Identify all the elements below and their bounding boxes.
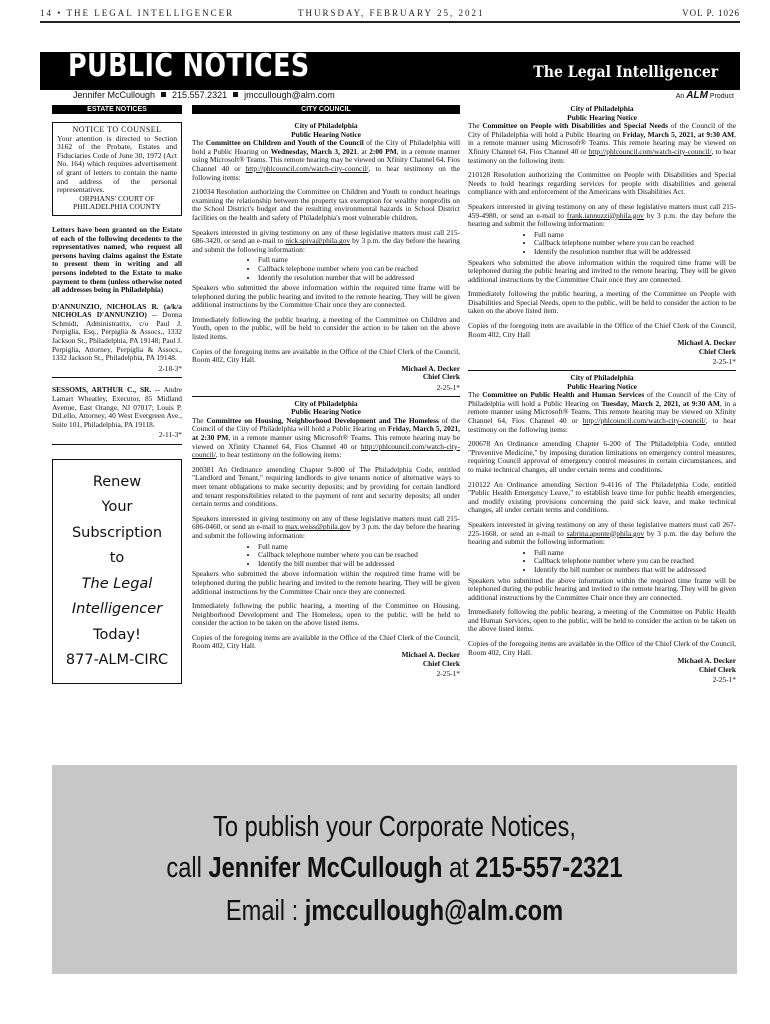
ad-email-line: Email : jmccullough@alm.com [225,895,564,927]
page-folio: 14 • THE LEGAL INTELLIGENCER [40,8,235,18]
box-body: Your attention is directed to Section 3162 of the Probate, Estates and Fiduciaries Code of June 30, 1972 (Act No. 164) which requires advertisement of grant of letters to contain the name and address of the personal representatives. [57,133,177,195]
corporate-notices-ad[interactable] [52,765,737,974]
council-video-link[interactable]: http://phlcouncil.com/watch-city-council/ [192,441,460,460]
estate-notices-column [52,105,182,684]
contact-email-link[interactable]: sabrina.aponte@phila.gov [566,528,645,538]
signature: Michael A. Decker [677,656,736,666]
divider [52,377,182,378]
bullet-square-icon [161,92,166,97]
ad-headline: To publish your Corporate Notices, [213,811,576,843]
contact-row [73,90,335,100]
box-title: NOTICE TO COUNSEL [72,125,162,134]
header-rule [40,21,740,23]
bullet-square-icon [233,92,238,97]
public-hearing-notice: City of Philadelphia Public Hearing Notice The Committee on Housing, Neighborhood Development and The Homeless of the Council of the City of Philadelphia will hold a Public Hearing on Friday, March 5, 2021, at 2:30 PM, in a remote manner using Microsoft® Teams. This remote hearing may be viewed on Xfinity Channel 64, Fios Channel 40 or http://phlcouncil.com/watch-city-council/, to hear testimony on the following items: 200381 An Ordinance amending Chapter 9-800 of The Philadelphia Code, entitled "Landlord and Tenant," requiring landlords to give tenants notice of alternative ways to meet tenant obligations to make security deposits; and by providing for certain landlord and tenant responsibilities related to the payment of rent and security deposits; all under certain terms and conditions. Speakers interested in giving testimony on any of these legislative matters must call 215-686-0460, or send an e-mail to max.weiss@phila.gov by 3 p.m. the day before the hearing and submit the following information: • Full name • Callback telephone number where you can be reached • Identify the bill number that will be addressed Speakers who submitted the above information within the required time frame will be telephoned during the public hearing and invited to the remote hearing. They will be given additional instructions by the Committee Chair once they are connected. Immediately following the public hearing, a meeting of the Committee on Housing, Neighborhood Development and The Homeless, open to the public, will be held to consider the action to be taken on the above listed items. Copies of the foregoing items are available in the Office of the Chief Clerk of the Council, Room 402, City Hall. Michael A. Decker Chief Clerk 2-25-1* [192,396,460,679]
subscription-phone: 877-ALM-CIRC [65,652,169,668]
alm-product-mark: An ALM Product [675,90,734,101]
column-heading: CITY COUNCIL [192,105,460,114]
required-info-list: • Full name • Callback telephone number where you can be reached • Identify the resolution number that will be addressed [468,231,736,257]
masthead-bar [40,48,740,90]
ad-email[interactable]: jmccullough@alm.com [304,895,564,927]
notice-date: 2-25-1* [712,675,736,685]
signature: Michael A. Decker [401,650,460,660]
alm-logo: ALM [686,90,708,101]
issue-date: THURSDAY, FEBRUARY 25, 2021 [298,8,485,18]
notice-to-counsel-box [52,122,182,216]
notice-date: 2-25-1* [436,669,460,679]
decedent-name: SESSOMS, ARTHUR C., SR. [52,385,152,395]
public-hearing-notice: City of Philadelphia Public Hearing Notice The Committee on Children and Youth of the Council of the City of Philadelphia will hold a Public Hearing on Wednesday, March 3, 2021, at 2:00 PM, in a remote manner using Microsoft® Teams. This remote hearing may be viewed on Xfinity Channel 64, Fios Channel 40 or http://phlcouncil.com/watch-city-council/, to hear testimony on the following items: 210034 Resolution authorizing the Committee on Children and Youth to conduct hearings examining the relationship between the property tax exemption for wealthy nonprofits on the School District's budget and the resulting environmental hazards in School District facilities on the health and safety of Philadelphia's most vulnerable children. Speakers interested in giving testimony on any of these legislative matters must call 215-686-3420, or send an e-mail to nick.spiva@phila.gov by 3 p.m. the day before the hearing and submit the following information: • Full name • Callback telephone number where you can be reached • Identify the resolution number that will be addressed Speakers who submitted the above information within the required time frame will be telephoned during the public hearing and invited to the remote hearing. They will be given additional instructions by the Committee Chair once they are connected. Immediately following the public hearing, a meeting of the Committee on Children and Youth, open to the public, will be held to consider the action to be taken on the above listed items. Copies of the foregoing items are available in the Office of the Chief Clerk of the Council, Room 402, City Hall. Michael A. Decker Chief Clerk 2-25-1* [192,122,460,393]
signature: Michael A. Decker [677,338,736,348]
contact-email-link[interactable]: frank.iannuzzi@phila.gov [566,210,644,220]
estate-entry: D'ANNUNZIO, NICHOLAS R. (a/k/a NICHOLAS D'ANNUNZIO) -- Donna Schmidt, Administratrix, c/o Paul J. Perpiglia, Esq., Perpiglia & Assocs., 1332 Jackson St., Philadelphia, PA 19148; Paul J. Perpiglia, Attorney, Perpiglia & Assocs., 1332 Jackson St., Philadelphia, PA 19148. 2-18-3* [52,301,182,373]
ad-phone: 215-557-2321 [475,852,623,884]
estate-entry: SESSOMS, ARTHUR C., SR. -- Andre Lamart Wheatley, Executor, 85 Midland Avenue, East Orange, NJ 07017; Louis P. DiLello, Attorney, 40 West Evergreen Ave., Suite 101, Philadelphia, PA 19118. 2-11-3* [52,385,182,440]
entry-date: 2-11-3* [158,430,182,440]
signature: Michael A. Decker [401,363,460,373]
column-heading: ESTATE NOTICES [52,105,182,114]
contact-phone: 215.557.2321 [172,90,228,100]
volume-page: VOL P. 1026 [682,8,740,18]
public-hearing-notice: City of Philadelphia Public Hearing Notice The Committee on People with Disabilities and Special Needs of the Council of the City of Philadelphia will hold a Public Hearing on Friday, March 5, 2021, at 9:30 AM, in a remote manner using Microsoft® Teams. This remote hearing may be viewed on Xfinity Channel 64, Fios Channel 40 or http://phlcouncil.com/watch-city-council/, to hear testimony on the following item: 210128 Resolution authorizing the Committee on People with Disabilities and Special Needs to hold hearings regarding services for people with disabilities and general compliance with and enforcement of the Americans with Disabilities Act. Speakers interested in giving testimony on any of these legislative matters must call 215-459-4980, or send an e-mail to frank.iannuzzi@phila.gov by 3 p.m. the day before the hearing and submit the following information: • Full name • Callback telephone number where you can be reached • Identify the resolution number that will be addressed Speakers who submitted the above information within the required time frame will be telephoned during the public hearing and invited to the remote hearing. They will be given additional instructions by the Committee Chair once they are connected. Immediately following the public hearing, a meeting of the Committee on People with Disabilities and Special Needs, open to the public, will be held to consider the action to be taken on the above listed item. Copies of the foregoing item are available in the Office of the Chief Clerk of the Council, Room 402, City Hall Michael A. Decker Chief Clerk 2-25-1* [468,105,736,367]
council-video-link[interactable]: http://phlcouncil.com/watch-city-council/ [245,163,369,173]
city-council-column-continued [468,105,736,685]
required-info-list: • Full name • Callback telephone number where you can be reached • Identify the resolution number that will be addressed [192,256,460,282]
council-video-link[interactable]: http://phlcouncil.com/watch-city-council/ [588,146,712,156]
contact-email-link[interactable]: max.weiss@phila.gov [285,522,351,532]
city-council-column [192,105,460,679]
ad-contact-name: Jennifer McCullough [208,852,443,884]
notice-date: 2-25-1* [712,357,736,367]
divider [52,444,182,445]
required-info-list: • Full name • Callback telephone number where you can be reached • Identify the bill number or numbers that will be addressed [468,549,736,575]
running-header [40,6,740,22]
ad-call-line: call Jennifer McCullough at 215-557-2321 [166,852,623,884]
publication-logo: The Legal Intelligencer [533,62,718,81]
contact-email-link[interactable]: nick.spiva@phila.gov [285,236,351,246]
public-hearing-notice: City of Philadelphia Public Hearing Notice The Committee on Public Health and Human Services of the Council of the City of Philadelphia will hold a Public Hearing on Tuesday, March 2, 2021, at 9:30 AM, in a remote manner using Microsoft® Teams. This remote hearing may be viewed on Xfinity Channel 64, Fios Channel 40 or http://phlcouncil.com/watch-city-council/, to hear testimony on the following items: 200678 An Ordinance amending Chapter 6-200 of The Philadelphia Code, entitled "Preventive Medicine," by imposing duration limitations on emergency control measures, requiring Council approval of emergency control measures in certain circumstances, and to make technical changes, all under certain terms and conditions. 210122 An Ordinance amending Section 9-4116 of The Philadelphia Code, entitled "Public Health Emergency Leave," to establish leave time for public health emergencies, and modify existing provisions concerning the paid sick leave, and make technical changes, all under certain terms and conditions. Speakers interested in giving testimony on any of these legislative matters must call 267-225-1668, or send an e-mail to sabrina.aponte@phila.gov by 3 p.m. the day before the hearing and submit the following information: • Full name • Callback telephone number where you can be reached • Identify the bill number or numbers that will be addressed Speakers who submitted the above information within the required time frame will be telephoned during the public hearing and invited to the remote hearing. They will be given additional instructions by the Committee Chair once they are connected. Immediately following the public hearing, a meeting of the Committee on Public Health and Human Services, open to the public, will be held to consider the action to be taken on the above listed items. Copies of the foregoing items are available in the Office of the Chief Clerk of the Council, Room 402, City Hall. Michael A. Decker Chief Clerk 2-25-1* [468,370,736,685]
council-video-link[interactable]: http://phlcouncil.com/watch-city-council/ [582,416,706,425]
decedent-name: D'ANNUNZIO, NICHOLAS R. (a/k/a NICHOLAS D'ANNUNZIO) [52,301,182,320]
entry-date: 2-18-3* [158,363,182,373]
notice-date: 2-25-1* [436,383,460,393]
box-footer: ORPHANS' COURT OF PHILADELPHIA COUNTY [73,193,161,212]
estate-intro: Letters have been granted on the Estate of each of the following decedents to the representatives named, who request all persons having claims against the Estate to present them in writing and all persons indebted to the Estate to make payment to them (unless otherwise noted all addresses being in Philadelphia) [52,224,182,295]
contact-name: Jennifer McCullough [73,90,156,100]
renew-subscription-ad[interactable]: Renew Your Subscription to The Legal Intelligencer Today! 877-ALM-CIRC [52,459,182,684]
required-info-list: • Full name • Callback telephone number where you can be reached • Identify the bill number that will be addressed [192,543,460,569]
masthead [40,48,740,104]
section-title: PUBLIC NOTICES [68,48,310,84]
contact-email[interactable]: jmccullough@alm.com [244,90,335,100]
